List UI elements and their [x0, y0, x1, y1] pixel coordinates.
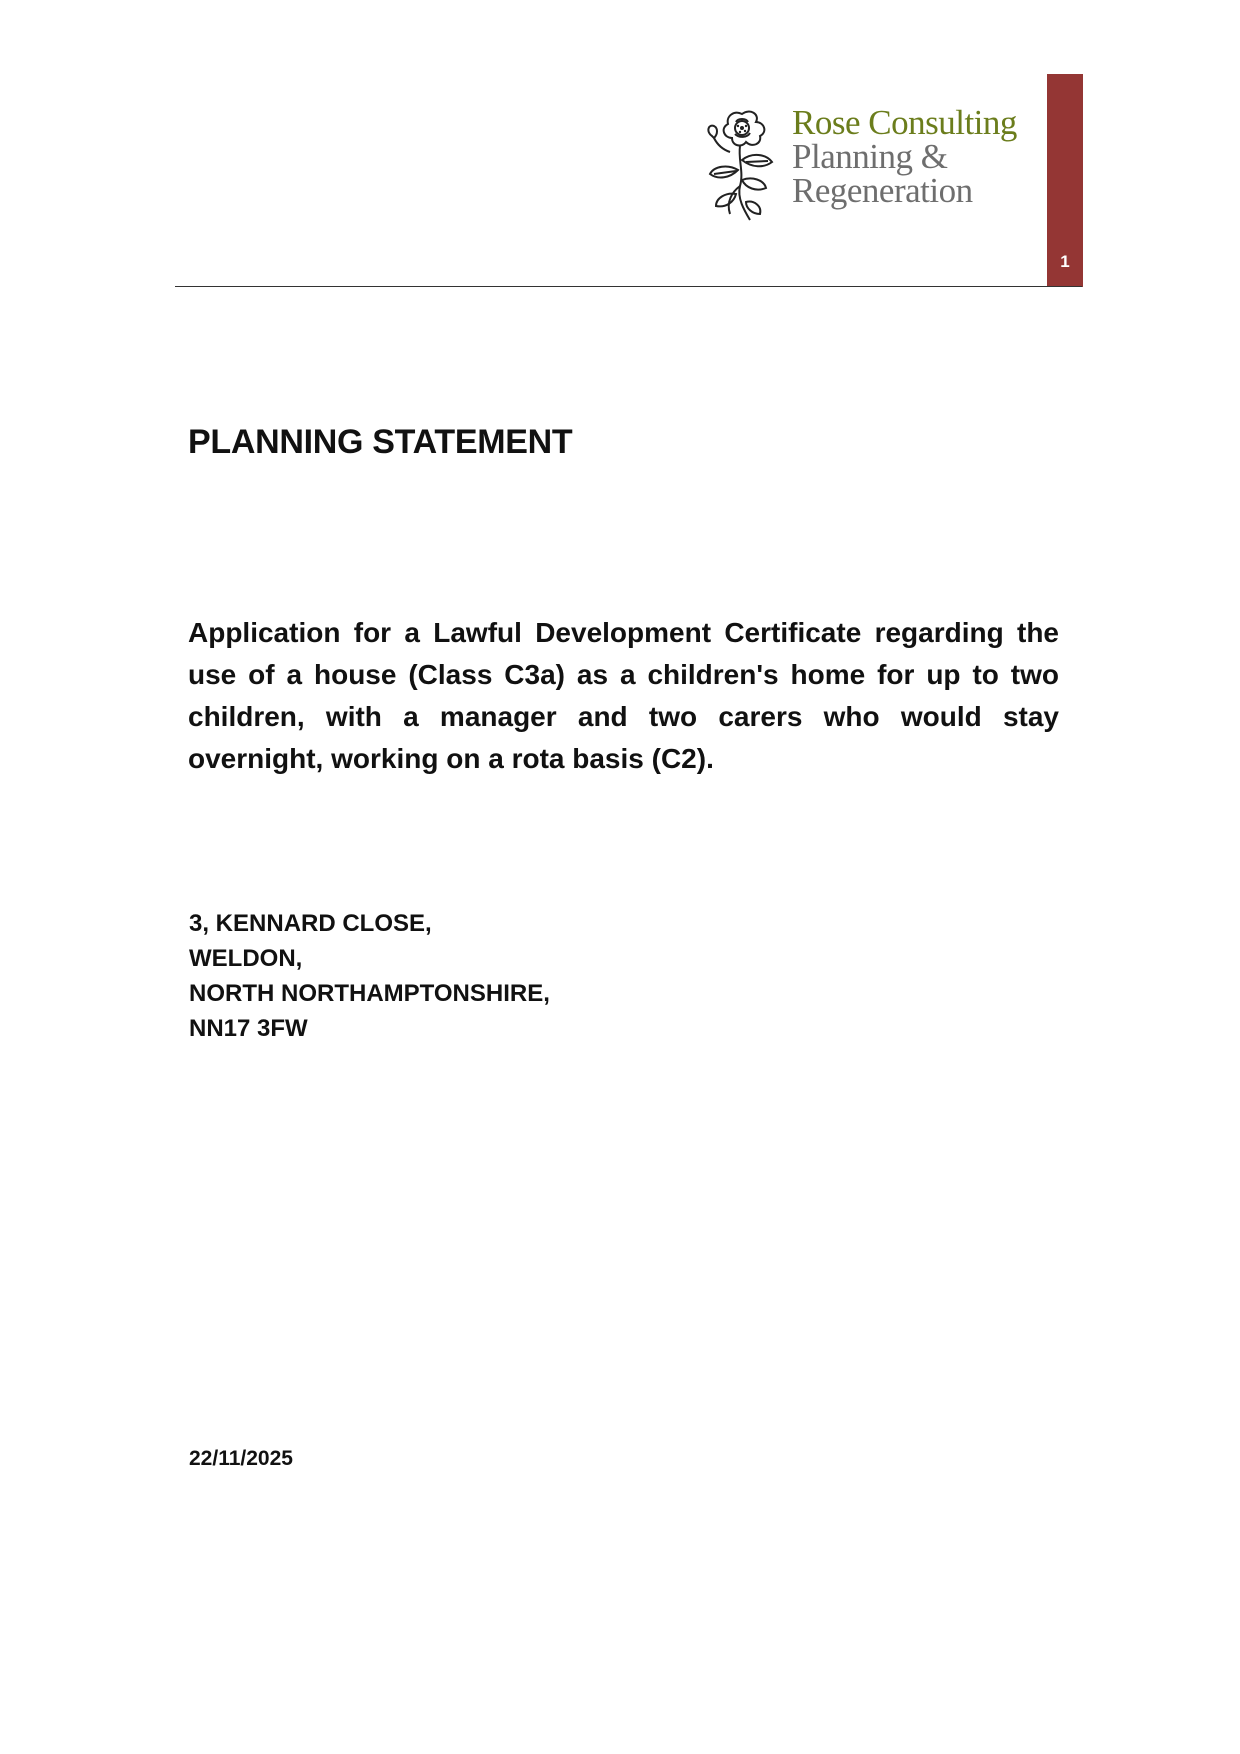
- document-title: PLANNING STATEMENT: [188, 423, 573, 461]
- logo-line-company: Rose Consulting: [792, 103, 1017, 142]
- page-header: [0, 0, 1240, 290]
- page-number: 1: [1060, 252, 1070, 271]
- site-address: [189, 906, 550, 1046]
- application-description: Application for a Lawful Development Certificate regarding the use of a house (Class C3a) as a children's home for up to two children, with a manager and two carers who would stay overnight, working on a rota basis (C2).: [188, 617, 1059, 774]
- address-line: 3, KENNARD CLOSE,: [189, 910, 432, 937]
- address-line: NN17 3FW: [189, 1015, 308, 1042]
- address-line: WELDON,: [189, 945, 303, 972]
- document-date: 22/11/2025: [189, 1447, 293, 1470]
- logo-line-planning: Planning &: [792, 137, 948, 176]
- company-logo-text: [792, 103, 1032, 210]
- address-line: NORTH NORTHAMPTONSHIRE,: [189, 980, 550, 1007]
- rose-icon: [702, 106, 782, 224]
- logo-line-regeneration: Regeneration: [792, 171, 973, 210]
- header-divider: [175, 286, 1082, 287]
